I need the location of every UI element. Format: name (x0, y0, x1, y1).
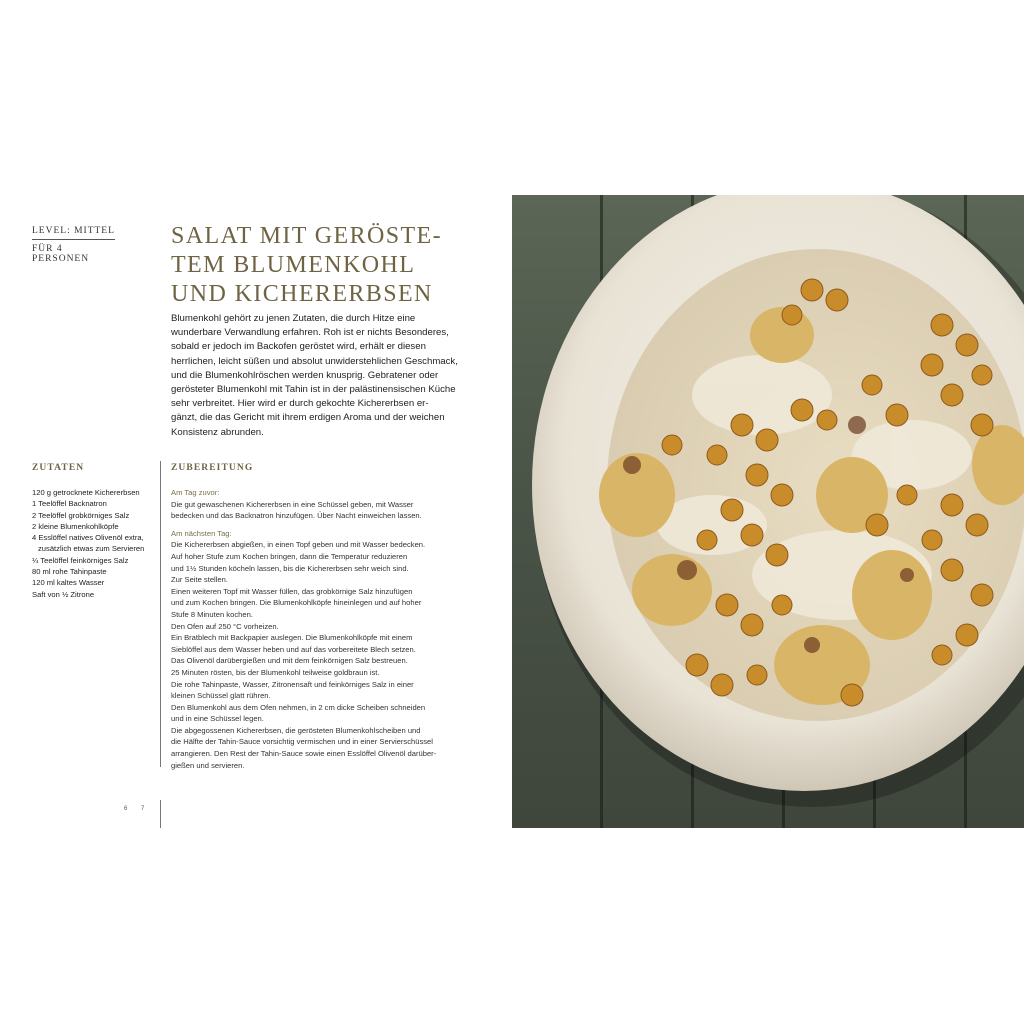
preparation-steps (171, 487, 471, 771)
prep-line: Den Blumenkohl aus dem Ofen nehmen, in 2 cm dicke Scheiben schneiden (171, 702, 426, 712)
intro-line: wunderbare Verwandlung erfahren. Roh ist er nichts Besonderes, (171, 327, 449, 339)
prep-line: Die rohe Tahinpaste, Wasser, Zitronensaft und feinkörniges Salz in einer (171, 679, 414, 689)
title-line: TEM BLUMENKOHL (171, 252, 416, 278)
prep-line: und 1½ Stunden köcheln lassen, bis die Kichererbsen sehr weich sind. (171, 563, 409, 573)
ingredient-item: 2 Teelöffel grobkörniges Salz (32, 510, 130, 520)
prep-line: arrangieren. Den Rest der Tahin-Sauce sowie einen Esslöffel Olivenöl darüber- (171, 749, 437, 759)
ingredients-list (32, 487, 156, 600)
prep-line: kleinen Schüssel glatt rühren. (171, 691, 271, 701)
intro-line: Blumenkohl gehört zu jenen Zutaten, die durch Hitze eine (171, 313, 416, 324)
prep-line: 25 Minuten rösten, bis der Blumenkohl teilweise goldbraun ist. (171, 667, 380, 677)
prep-line: Stufe 8 Minuten kochen. (171, 609, 253, 619)
prep-line: Einen weiteren Topf mit Wasser füllen, das grobkörnige Salz hinzufügen (171, 586, 413, 596)
prep-line: bedecken und das Backnatron hinzufügen. Über Nacht einweichen lassen. (171, 511, 422, 521)
page-numbers: 6 7 (124, 806, 151, 812)
ingredients-heading: ZUTATEN (32, 463, 85, 473)
prep-line: die Hälfte der Tahin-Sauce vorsichtig vermischen und in einer Servierschüssel (171, 737, 433, 747)
prep-line: und in eine Schüssel legen. (171, 714, 264, 724)
ingredient-item: zusätzlich etwas zum Servieren (38, 544, 145, 554)
ingredient-item: 120 g getrocknete Kichererbsen (32, 488, 140, 497)
intro-line: und die Blumenkohlröschen werden knusprig. Gebratener oder (171, 369, 439, 381)
prep-line: Sieblöffel aus dem Wasser heben und auf das vorbereitete Blech setzen. (171, 644, 416, 654)
prep-line: gießen und servieren. (171, 760, 245, 770)
prep-line: Das Olivenöl darübergießen und mit dem feinkörnigen Salz bestreuen. (171, 656, 408, 666)
intro-line: Konsistenz abrunden. (171, 426, 264, 438)
ingredient-item: 2 kleine Blumenkohlköpfe (32, 521, 119, 531)
salad-bowl-illustration (512, 195, 1024, 828)
intro-line: gerösteter Blumenkohl mit Tahin ist in der palästinensischen Küche (171, 384, 456, 396)
ingredient-item: ¼ Teelöffel feinkörniges Salz (32, 555, 129, 565)
intro-line: sobald er jedoch im Backofen geröstet wird, erhält er diesen (171, 341, 426, 353)
title-line: SALAT MIT GERÖSTE- (171, 223, 442, 249)
day-before-label: Am Tag zuvor: (171, 488, 220, 497)
prep-line: Die Kichererbsen abgießen, in einen Topf geben und mit Wasser bedecken. (171, 540, 426, 550)
ingredient-item: 80 ml rohe Tahinpaste (32, 567, 107, 577)
prep-line: Den Ofen auf 250 °C vorheizen. (171, 621, 279, 631)
ingredient-item: Saft von ½ Zitrone (32, 589, 95, 599)
ingredient-item: 120 ml kaltes Wasser (32, 578, 105, 588)
preparation-heading: ZUBEREITUNG (171, 463, 254, 473)
next-day-label: Am nächsten Tag: (171, 528, 232, 538)
recipe-meta (32, 226, 118, 264)
prep-line: Ein Bratblech mit Backpapier auslegen. Die Blumenkohlköpfe mit einem (171, 633, 413, 643)
prep-line: und zum Kochen bringen. Die Blumenkohlköpfe hineinlegen und auf hoher (171, 598, 422, 608)
intro-paragraph (171, 312, 461, 440)
ingredient-item: 4 Esslöffel natives Olivenöl extra, (32, 533, 144, 543)
ingredient-item: 1 Teelöffel Backnatron (32, 499, 107, 509)
intro-line: sehr verbreitet. Hier wird er durch gekochte Kichererbsen er- (171, 398, 429, 410)
intro-line: gänzt, die das Gericht mit ihrem erdigen Aroma und der weichen (171, 412, 445, 424)
food-photo (512, 195, 1024, 828)
level-label: LEVEL: MITTEL (32, 226, 115, 240)
column-divider (160, 461, 161, 767)
prep-line: Auf hoher Stufe zum Kochen bringen, dann die Temperatur reduzieren (171, 551, 408, 561)
intro-line: herrlichen, leicht süßen und absolut unwiderstehlichen Geschmack, (171, 355, 458, 367)
title-line: UND KICHERERBSEN (171, 281, 433, 307)
servings-label: FÜR 4 PERSONEN (32, 244, 90, 264)
footer-divider (160, 800, 161, 828)
prep-line: Die abgegossenen Kichererbsen, die gerösteten Blumenkohlscheiben und (171, 725, 421, 735)
prep-line: Zur Seite stellen. (171, 575, 228, 585)
recipe-title (171, 222, 471, 309)
prep-line: Die gut gewaschenen Kichererbsen in eine Schüssel geben, mit Wasser (171, 499, 414, 509)
